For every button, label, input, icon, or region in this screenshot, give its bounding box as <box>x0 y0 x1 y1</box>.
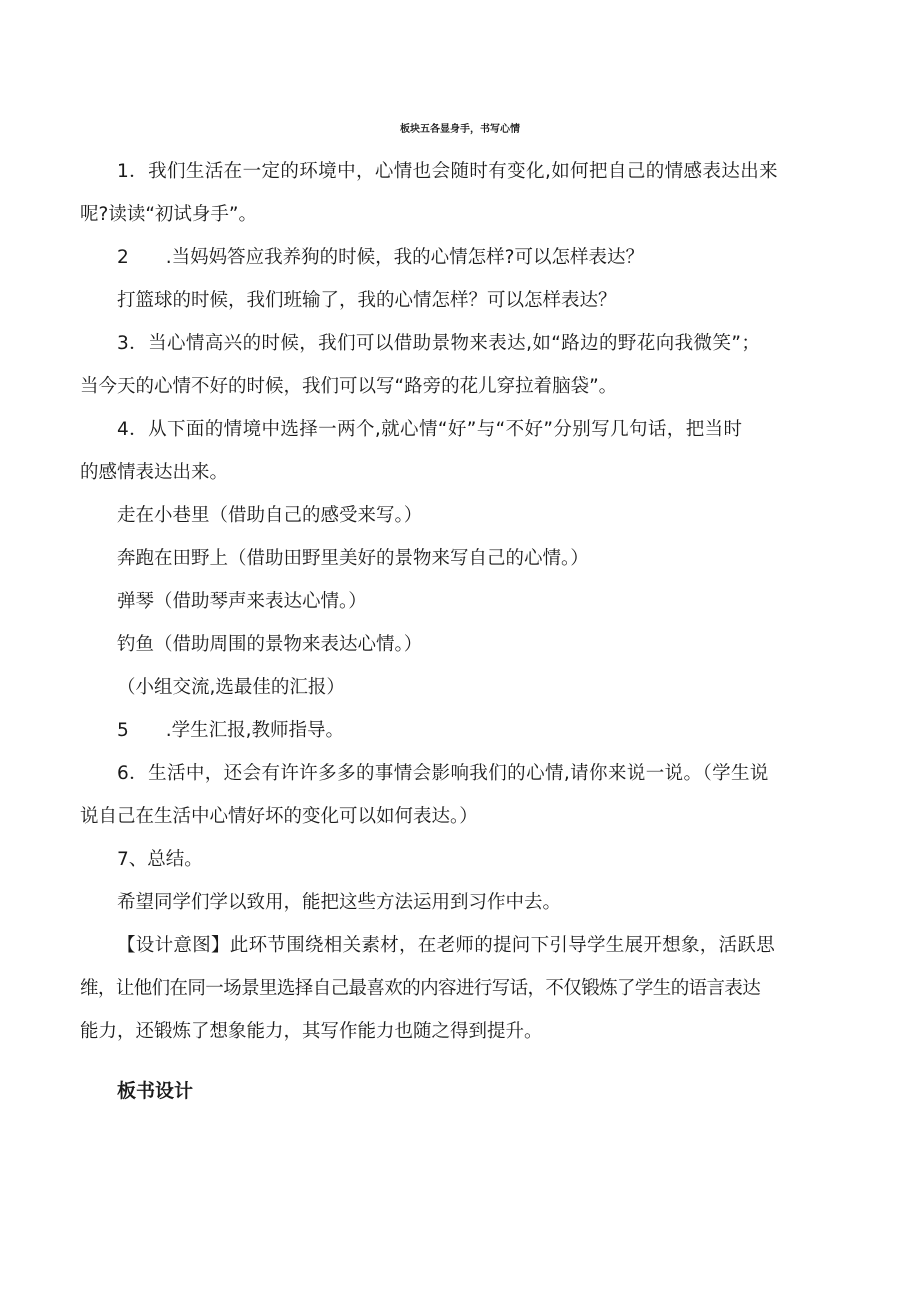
paragraph-3-line-2: 当今天的心情不好的时候，我们可以写“路旁的花儿穿拉着脑袋”。 <box>80 376 618 397</box>
scenario-alley: 走在小巷里（借助自己的感受来写。） <box>117 505 423 526</box>
scenario-piano: 弹琴（借助琴声来表达心情。） <box>117 591 367 612</box>
paragraph-5: 5 .学生汇报,教师指导。 <box>117 720 345 741</box>
paragraph-7: 7、总结。 <box>117 849 203 870</box>
group-exchange-note: （小组交流,选最佳的汇报） <box>117 677 345 698</box>
scenario-fishing: 钓鱼（借助周围的景物来表达心情。） <box>117 634 423 655</box>
paragraph-2-line-2: 打篮球的时候，我们班输了，我的心情怎样？可以怎样表达？ <box>117 290 617 311</box>
paragraph-1-line-2: 呢?读读“初试身手”。 <box>80 204 257 225</box>
paragraph-4-line-2: 的感情表达出来。 <box>80 462 229 483</box>
design-intent-line-2: 维，让他们在同一场景里选择自己最喜欢的内容进行写话，不仅锻炼了学生的语言表达 <box>80 978 761 999</box>
paragraph-1-line-1: 1．我们生活在一定的环境中，心情也会随时有变化,如何把自己的情感表达出来 <box>117 161 779 182</box>
paragraph-7-line-2: 希望同学们学以致用，能把这些方法运用到习作中去。 <box>117 892 562 913</box>
design-intent-line-1: 【设计意图】此环节围绕相关素材，在老师的提问下引导学生展开想象，活跃思 <box>117 935 776 956</box>
scenario-field: 奔跑在田野上（借助田野里美好的景物来写自己的心情。） <box>117 548 589 569</box>
section-title: 板块五各显身手，书写心情 <box>400 124 520 135</box>
paragraph-2: 2 .当妈妈答应我养狗的时候，我的心情怎样?可以怎样表达？ <box>117 247 644 268</box>
paragraph-6-line-2: 说自己在生活中心情好坏的变化可以如何表达。） <box>80 806 478 827</box>
paragraph-4-line-1: 4．从下面的情境中选择一两个,就心情“好”与“不好”分别写几句话，把当时 <box>117 419 743 440</box>
paragraph-6-line-1: 6．生活中，还会有许许多多的事情会影响我们的心情,请你来说一说。（学生说 <box>117 763 769 784</box>
design-intent-line-3: 能力，还锻炼了想象能力，其写作能力也随之得到提升。 <box>80 1021 543 1042</box>
paragraph-3-line-1: 3．当心情高兴的时候，我们可以借助景物来表达,如“路边的野花向我微笑”； <box>117 333 761 354</box>
board-design-heading: 板书设计 <box>117 1080 194 1102</box>
